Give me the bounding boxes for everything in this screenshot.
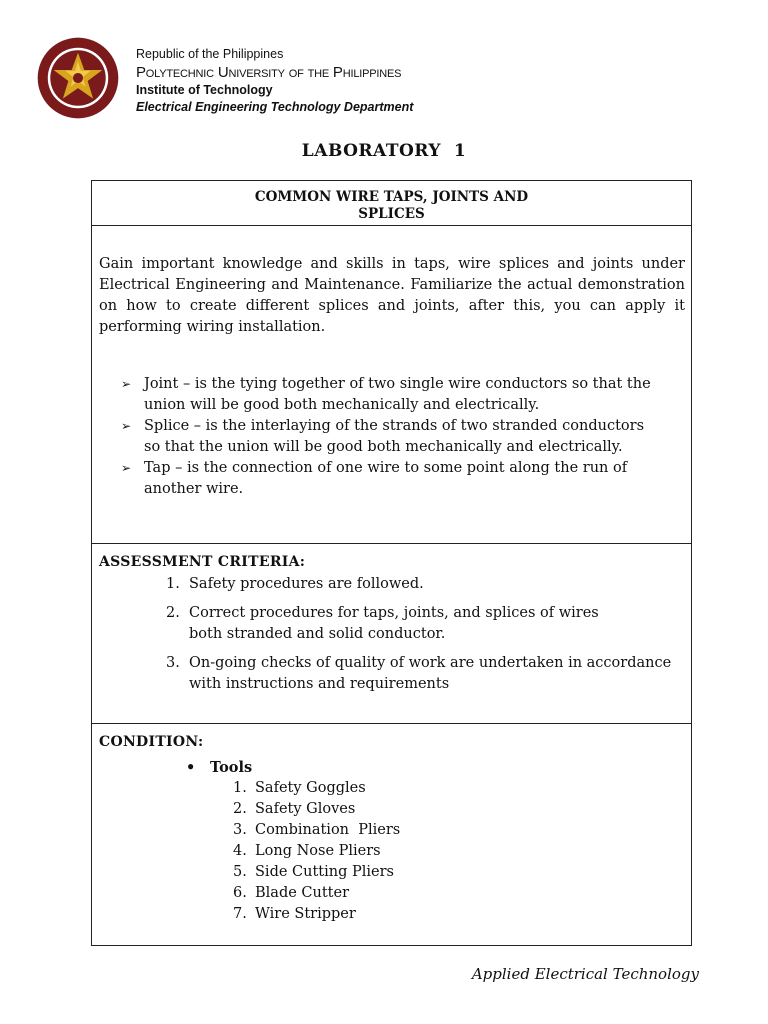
lab-title: LABORATORY 1 (301, 141, 467, 161)
list-item (233, 820, 685, 841)
item-number: 1. (166, 576, 180, 592)
list-item (166, 603, 609, 645)
item-number: 3. (233, 822, 247, 838)
bullet-dot-icon: • (186, 759, 196, 776)
tool-name: Long Nose Pliers (255, 843, 381, 859)
item-number: 5. (233, 864, 247, 880)
republic-line: Republic of the Philippines (136, 47, 284, 61)
criteria-text: Safety procedures are followed. (189, 576, 424, 592)
page-footer: Applied Electrical Technology (471, 965, 699, 983)
criteria-list (99, 574, 685, 695)
list-item (233, 841, 685, 862)
title-line-2: SPLICES (358, 206, 425, 222)
document-header (0, 0, 768, 130)
list-item (121, 374, 664, 416)
arrow-bullet-icon: ➢ (121, 419, 132, 433)
institute-name: Institute of Technology (136, 83, 273, 97)
item-number: 2. (166, 605, 180, 621)
lab-sheet-table (91, 180, 692, 946)
tools-label: Tools (210, 759, 253, 776)
criteria-text: On-going checks of quality of work are undertaken in accordance with instructions and requirements (189, 655, 672, 692)
assessment-section (92, 543, 691, 723)
tool-name: Safety Goggles (255, 780, 366, 796)
item-number: 7. (233, 906, 247, 922)
item-number: 1. (233, 780, 247, 796)
list-item (121, 458, 664, 500)
list-item (233, 799, 685, 820)
assessment-heading: ASSESSMENT CRITERIA: (99, 554, 306, 570)
condition-heading: CONDITION: (99, 734, 204, 750)
tool-name: Side Cutting Pliers (255, 864, 394, 880)
definition-list (99, 374, 685, 500)
objective-paragraph: Gain important knowledge and skills in taps, wire splices and joints under Electrical Engineering and Maintenance. Familiarize the actual demonstration on how to create different splices and joints, after this, you can apply it performing wiring installation. (99, 256, 685, 335)
list-item (166, 574, 685, 595)
criteria-text: Correct procedures for taps, joints, and splices of wires both stranded and solid conductor. (189, 605, 599, 642)
definition-joint: Joint – is the tying together of two single wire conductors so that the union will be good both mechanically and electrically. (144, 376, 651, 413)
university-name: Polytechnic University of the Philippines (136, 64, 402, 81)
title-section (92, 181, 691, 225)
definition-tap: Tap – is the connection of one wire to some point along the run of another wire. (144, 460, 628, 497)
list-item (166, 653, 685, 695)
list-item (233, 883, 685, 904)
tool-name: Wire Stripper (255, 906, 356, 922)
item-number: 2. (233, 801, 247, 817)
arrow-bullet-icon: ➢ (121, 377, 132, 391)
list-item (233, 862, 685, 883)
arrow-bullet-icon: ➢ (121, 461, 132, 475)
list-item (233, 778, 685, 799)
item-number: 4. (233, 843, 247, 859)
department-name: Electrical Engineering Technology Department (136, 100, 414, 114)
pup-seal-icon (36, 36, 120, 120)
tool-name: Combination Pliers (255, 822, 401, 838)
list-item (233, 904, 685, 925)
condition-section (92, 723, 691, 945)
objective-section (92, 225, 691, 543)
institution-block (136, 46, 413, 116)
tool-name: Blade Cutter (255, 885, 350, 901)
item-number: 6. (233, 885, 247, 901)
list-item (121, 416, 664, 458)
item-number: 3. (166, 655, 180, 671)
tools-list (99, 778, 685, 925)
definition-splice: Splice – is the interlaying of the strands of two stranded conductors so that the union will be good both mechanically and electrically. (144, 418, 645, 455)
tools-heading (186, 758, 685, 778)
tool-name: Safety Gloves (255, 801, 356, 817)
title-line-1: COMMON WIRE TAPS, JOINTS AND (254, 189, 529, 205)
